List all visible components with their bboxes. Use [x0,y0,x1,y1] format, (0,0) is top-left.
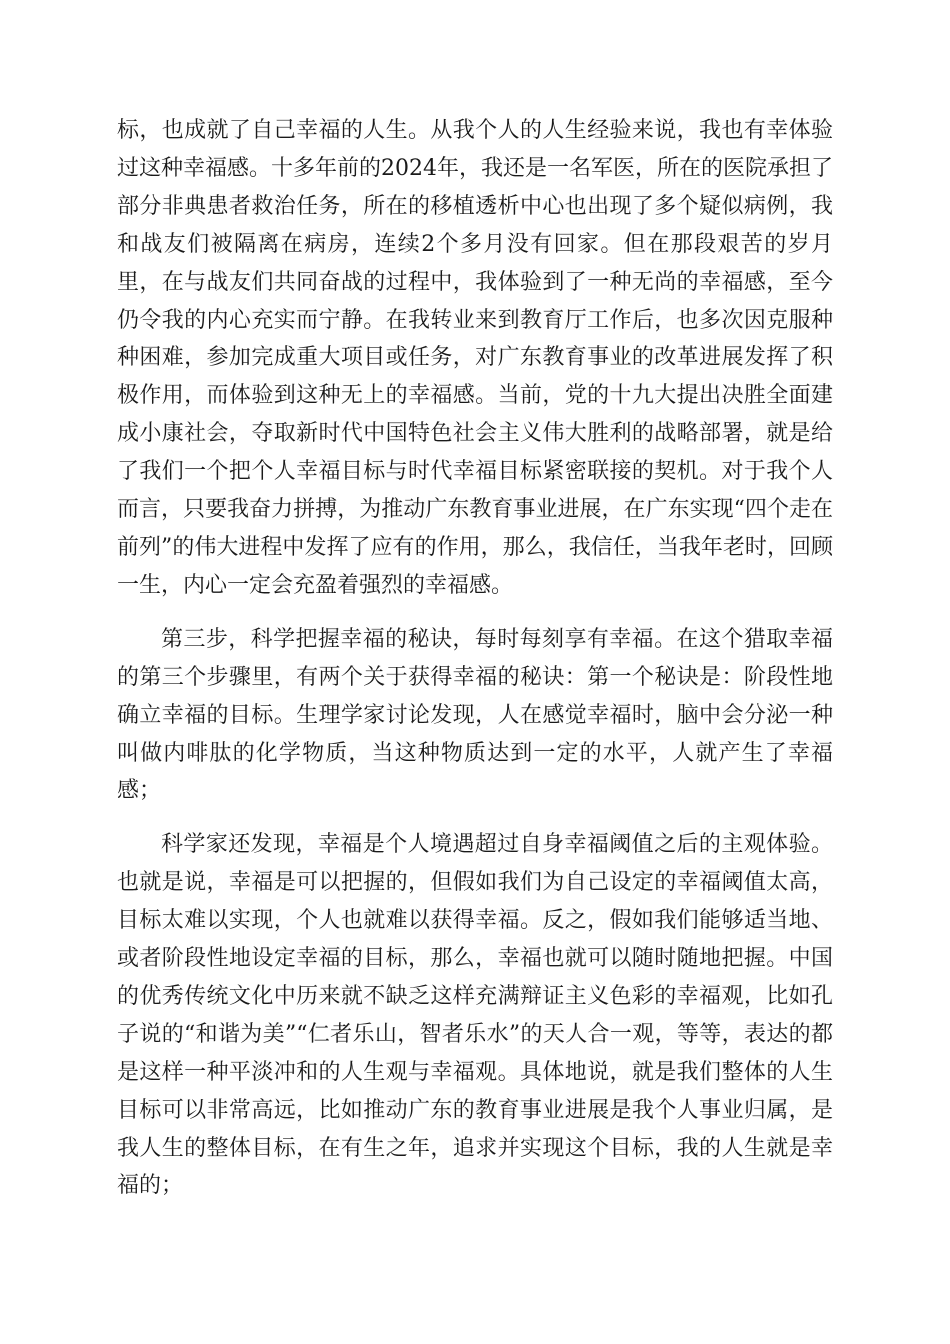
paragraph-step-three: 第三步，科学把握幸福的秘诀，每时每刻享有幸福。在这个猎取幸福的第三个步骤里，有两个关于获得幸福的秘诀：第一个秘诀是：阶段性地确立幸福的目标。生理学家讨论发现，人在感觉幸福时，脑中会分泌一种叫做内啡肽的化学物质，当这种物质达到一定的水平，人就产生了幸福感； [117,626,833,804]
paragraph-continuation: 标，也成就了自己幸福的人生。从我个人的人生经验来说，我也有幸体验过这种幸福感。十多年前的2024年，我还是一名军医，所在的医院承担了部分非典患者救治任务，所在的移植透析中心也出现了多个疑似病例，我和战友们被隔离在病房，连续2个多月没有回家。但在那段艰苦的岁月里，在与战友们共同奋战的过程中，我体验到了一种无尚的幸福感，至今仍令我的内心充实而宁静。在我转业来到教育厅工作后，也多次因克服种种困难，参加完成重大项目或任务，对广东教育事业的改革进展发挥了积极作用，而体验到这种无上的幸福感。当前，党的十九大提出决胜全面建成小康社会，夺取新时代中国特色社会主义伟大胜利的战略部署，就是给了我们一个把个人幸福目标与时代幸福目标紧密联接的契机。对于我个人而言，只要我奋力拼搏，为推动广东教育事业进展，在广东实现“四个走在前列”的伟大进程中发挥了应有的作用，那么，我信任，当我年老时，回顾一生，内心一定会充盈着强烈的幸福感。 [117,118,833,598]
document-body [117,112,833,1205]
paragraph-scientists: 科学家还发现，幸福是个人境遇超过自身幸福阈值之后的主观体验。也就是说，幸福是可以把握的，但假如我们为自己设定的幸福阈值太高，目标太难以实现，个人也就难以获得幸福。反之，假如我们能够适当地、或者阶段性地设定幸福的目标，那么，幸福也就可以随时随地把握。中国的优秀传统文化中历来就不缺乏这样充满辩证主义色彩的幸福观，比如孔子说的“和谐为美”“仁者乐山，智者乐水”的天人合一观，等等，表达的都是这样一种平淡冲和的人生观与幸福观。具体地说，就是我们整体的人生目标可以非常高远，比如推动广东的教育事业进展是我个人事业归属，是我人生的整体目标，在有生之年，追求并实现这个目标，我的人生就是幸福的； [117,832,833,1199]
